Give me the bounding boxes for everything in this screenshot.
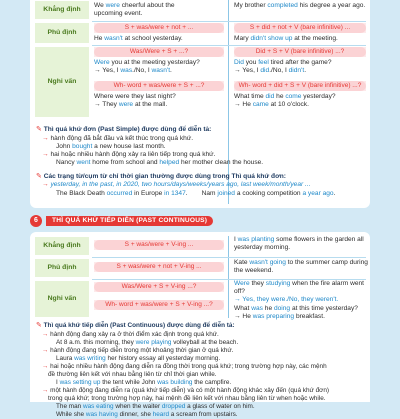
text-highlight: Did xyxy=(234,59,244,66)
signal-example-1: The Black Death occurred in Europe in 1347. xyxy=(56,189,188,197)
arrow-icon: → xyxy=(42,346,49,354)
text-highlight: didn't show up xyxy=(250,35,293,42)
text: I xyxy=(56,378,60,386)
text-highlight: were playing xyxy=(135,338,172,346)
text: What time xyxy=(234,93,266,100)
text: The Black Death xyxy=(56,189,107,197)
text: to the summer camp during xyxy=(285,259,368,266)
text-highlight: came xyxy=(252,101,269,109)
text: yesterday? xyxy=(301,93,336,100)
text: . xyxy=(304,67,307,75)
formula: Wh- word + was/were + S + ...? xyxy=(94,81,224,91)
text-highlight: was writing xyxy=(74,354,106,362)
past-simple-panel xyxy=(30,0,370,208)
text: a scream from upstairs. xyxy=(169,410,238,418)
text-highlight: a year ago xyxy=(302,189,334,197)
text-highlight: was eating xyxy=(83,402,114,410)
text-highlight: helped xyxy=(159,159,180,167)
text: home from school and xyxy=(90,159,160,167)
text: ./No, I xyxy=(269,67,289,75)
text-highlight: did xyxy=(265,93,275,100)
text: My brother xyxy=(234,2,268,9)
text: at 10 o'clock. xyxy=(268,101,309,109)
text-highlight: doing xyxy=(273,304,291,312)
text-highlight: were xyxy=(105,2,120,9)
text: you at the meeting yesterday? xyxy=(109,59,200,66)
text: the tent while John xyxy=(100,378,158,386)
text: hai hoặc nhiều hành động xảy ra liên tiếp trong quá khứ. xyxy=(50,151,216,159)
text-highlight: in 1347 xyxy=(164,189,186,197)
label-interrogative: Nghi vấn xyxy=(34,280,90,318)
usage-title: Thì quá khứ tiếp diễn (Past Continuous) được dùng để diễn tả: xyxy=(43,322,235,329)
text: What xyxy=(234,304,252,312)
text: dinner, she xyxy=(117,410,153,418)
pen-icon: ✎ xyxy=(36,322,42,329)
text: The man xyxy=(56,402,83,410)
label-interrogative: Nghi vấn xyxy=(34,46,90,118)
arrow-icon: → xyxy=(42,386,49,394)
text-highlight: occurred xyxy=(106,189,133,197)
text-highlight: was xyxy=(251,304,263,312)
row-divider xyxy=(92,21,366,22)
formula: S + was/were + V-ing ... xyxy=(94,240,224,250)
formula: S + was/were + not + ... xyxy=(94,23,224,33)
text-highlight: come xyxy=(285,93,302,100)
text: → Yes, they were./No, they weren't. xyxy=(234,296,339,304)
text: his degree a year ago. xyxy=(297,2,366,9)
text: in Europe xyxy=(132,189,165,197)
text: yesterday morning. xyxy=(234,244,291,252)
pen-icon: ✎ xyxy=(36,172,42,180)
past-continuous-panel xyxy=(30,232,370,418)
text-highlight: dropped xyxy=(161,402,186,410)
text-highlight: Were xyxy=(94,59,110,66)
text: he xyxy=(274,93,286,100)
text-highlight: was planting xyxy=(237,236,275,243)
label-negative: Phủ định xyxy=(34,258,90,278)
text: hành động đang xảy ra ở thời điểm xác định trong quá khứ. xyxy=(50,330,219,338)
wh-question-form xyxy=(94,300,224,310)
text: đề thường liên kết với nhau bằng liên từ chỉ thời gian while. xyxy=(48,370,217,378)
text: the weekend. xyxy=(234,267,274,275)
question-example-was xyxy=(94,59,200,75)
negative-example-did xyxy=(234,35,338,43)
question-form-was xyxy=(94,47,224,57)
divider xyxy=(228,236,229,318)
text: Nam xyxy=(201,189,218,197)
text: upcoming event. xyxy=(94,10,143,18)
signal-example-2: Nam joined a cooking competition a year ago. xyxy=(201,189,336,197)
label-affirmative: Khẳng định xyxy=(34,0,90,20)
text: he xyxy=(262,304,274,312)
text: John xyxy=(56,142,73,150)
affirmative-form xyxy=(94,240,224,250)
arrow-icon: → xyxy=(42,362,49,370)
text: the campfire. xyxy=(192,378,232,386)
formula: Was/Were + S + V-ing ...? xyxy=(94,282,224,292)
row-divider xyxy=(92,45,366,46)
text: cheerful about the xyxy=(119,2,175,9)
text-highlight: wasn't going xyxy=(249,259,286,266)
text-highlight: Were xyxy=(234,280,250,287)
text: Mary xyxy=(234,35,251,42)
text: tired after the game? xyxy=(268,59,332,66)
text-highlight: wasn't xyxy=(151,67,171,75)
text: → Yes, I xyxy=(234,67,261,75)
text: He xyxy=(94,35,105,42)
text: a cooking competition xyxy=(234,189,303,197)
text: a glass of water on him. xyxy=(185,402,255,410)
arrow-icon: → xyxy=(42,151,49,159)
pen-icon: ✎ xyxy=(36,126,42,133)
text: → Yes, I xyxy=(94,67,121,75)
past-simple-usage xyxy=(36,126,366,198)
past-continuous-usage xyxy=(36,322,368,419)
text: some flowers in the garden all xyxy=(274,236,364,243)
text-highlight: did xyxy=(260,67,270,75)
text: breakfast. xyxy=(294,312,325,320)
text-highlight: were xyxy=(118,101,134,109)
text: you xyxy=(243,59,259,66)
question-form xyxy=(94,282,224,292)
section-number: 6 xyxy=(30,215,42,227)
row-divider xyxy=(92,257,366,258)
text: at the mall. xyxy=(133,101,168,109)
text: at school yesterday. xyxy=(122,35,183,42)
negative-form-did xyxy=(234,23,366,33)
formula: S + did + not + V (bare infinitive) ... xyxy=(234,23,366,33)
section-heading xyxy=(30,215,213,227)
text: her mother clean the house. xyxy=(179,159,264,167)
text: hành động đang tiếp diễn trong một khoảng thời gian ở quá khứ. xyxy=(50,346,234,354)
text-highlight: completed xyxy=(267,2,298,9)
text: at the meeting. xyxy=(292,35,338,42)
text-highlight: bought xyxy=(72,142,93,150)
wh-question-form-was xyxy=(94,81,224,91)
text: volleyball at the beach. xyxy=(171,338,239,346)
label-negative: Phủ định xyxy=(34,22,90,44)
text: → He xyxy=(234,312,253,320)
text: Kate xyxy=(234,259,250,266)
text: a new house last month. xyxy=(92,142,166,150)
text: → They xyxy=(94,101,119,109)
affirmative-example-did xyxy=(234,2,366,10)
text: her history essay all yesterday morning. xyxy=(105,354,221,362)
wh-question-example-did xyxy=(234,93,336,109)
text: We xyxy=(94,2,106,9)
text: when the waiter xyxy=(113,402,162,410)
text: . xyxy=(170,67,172,75)
text: ./No, I xyxy=(132,67,152,75)
text: when the fire alarm went off? xyxy=(234,280,365,296)
text-highlight: wasn't xyxy=(104,35,123,42)
negative-example-was xyxy=(94,35,183,43)
formula: Wh- word + was/were + S + V-ing ...? xyxy=(94,300,224,310)
text: trong quá khứ; trong trường hợp này, hai mệnh đề liên kết với nhau bằng liên từ when hoặc while. xyxy=(48,394,326,402)
affirmative-example xyxy=(234,236,368,252)
usage-title: Thì quá khứ đơn (Past Simple) được dùng để diễn tả: xyxy=(43,126,212,133)
text: hành động đã bắt đầu và kết thúc trong quá khứ. xyxy=(50,134,194,142)
text: Where were they last night? xyxy=(94,93,176,100)
text: they xyxy=(249,280,266,287)
label-affirmative: Khẳng định xyxy=(34,236,90,256)
text-highlight: heard xyxy=(152,410,170,418)
negative-example xyxy=(234,259,368,275)
arrow-icon: → xyxy=(42,330,49,338)
text-highlight: joined xyxy=(217,189,235,197)
text-highlight: was preparing xyxy=(252,312,295,320)
text: at this time yesterday? xyxy=(290,304,358,312)
signal-list: yesterday, in the past, in 2020, two hours/days/weeks/years ago, last week/month/year ... xyxy=(50,181,311,189)
section-title: THÌ QUÁ KHỨ TIẾP DIỄN (PAST CONTINUOUS) xyxy=(46,216,213,226)
text-highlight: studying xyxy=(265,280,291,287)
formula: Did + S + V (bare infinitive) ...? xyxy=(234,47,366,57)
question-examples xyxy=(234,280,368,321)
text: Nancy xyxy=(56,159,77,167)
text-highlight: feel xyxy=(258,59,269,66)
affirmative-example-was xyxy=(94,2,224,18)
text: → He xyxy=(234,101,253,109)
formula: Wh- word + did + S + V (bare infinitive) ...? xyxy=(234,81,366,91)
question-example-did xyxy=(234,59,332,75)
text-highlight: was xyxy=(120,67,133,75)
text: While she xyxy=(56,410,86,418)
arrow-icon: → xyxy=(42,134,49,142)
text: hai hoặc nhiều hành động đang diễn ra đồng thời trong quá khứ; trong trường hợp này, các mệnh xyxy=(50,362,327,370)
signal-title: Các trạng từ/cụm từ chỉ thời gian thường được dùng trong Thì quá khứ đơn: xyxy=(43,172,286,180)
text: At 8 a.m. this morning, they xyxy=(56,338,136,346)
text: một hành động đang diễn ra (quá khứ tiếp diễn) và có một hành động khác xảy đến (quá khứ đơn) xyxy=(50,386,330,394)
text-highlight: was building xyxy=(157,378,193,386)
text-highlight: went xyxy=(76,159,91,167)
negative-form xyxy=(94,262,224,272)
text-highlight: was setting up xyxy=(59,378,101,386)
text: I xyxy=(234,236,238,243)
arrow-icon: → xyxy=(42,181,49,189)
wh-question-form-did xyxy=(234,81,366,91)
wh-question-example-was xyxy=(94,93,176,109)
formula: S + was/were + not + V-ing ... xyxy=(94,262,224,272)
formula: Was/Were + S + ...? xyxy=(94,47,224,57)
text-highlight: didn't xyxy=(288,67,305,75)
question-form-did xyxy=(234,47,366,57)
negative-form-was xyxy=(94,23,224,33)
text: Laura xyxy=(56,354,75,362)
text-highlight: was having xyxy=(85,410,118,418)
